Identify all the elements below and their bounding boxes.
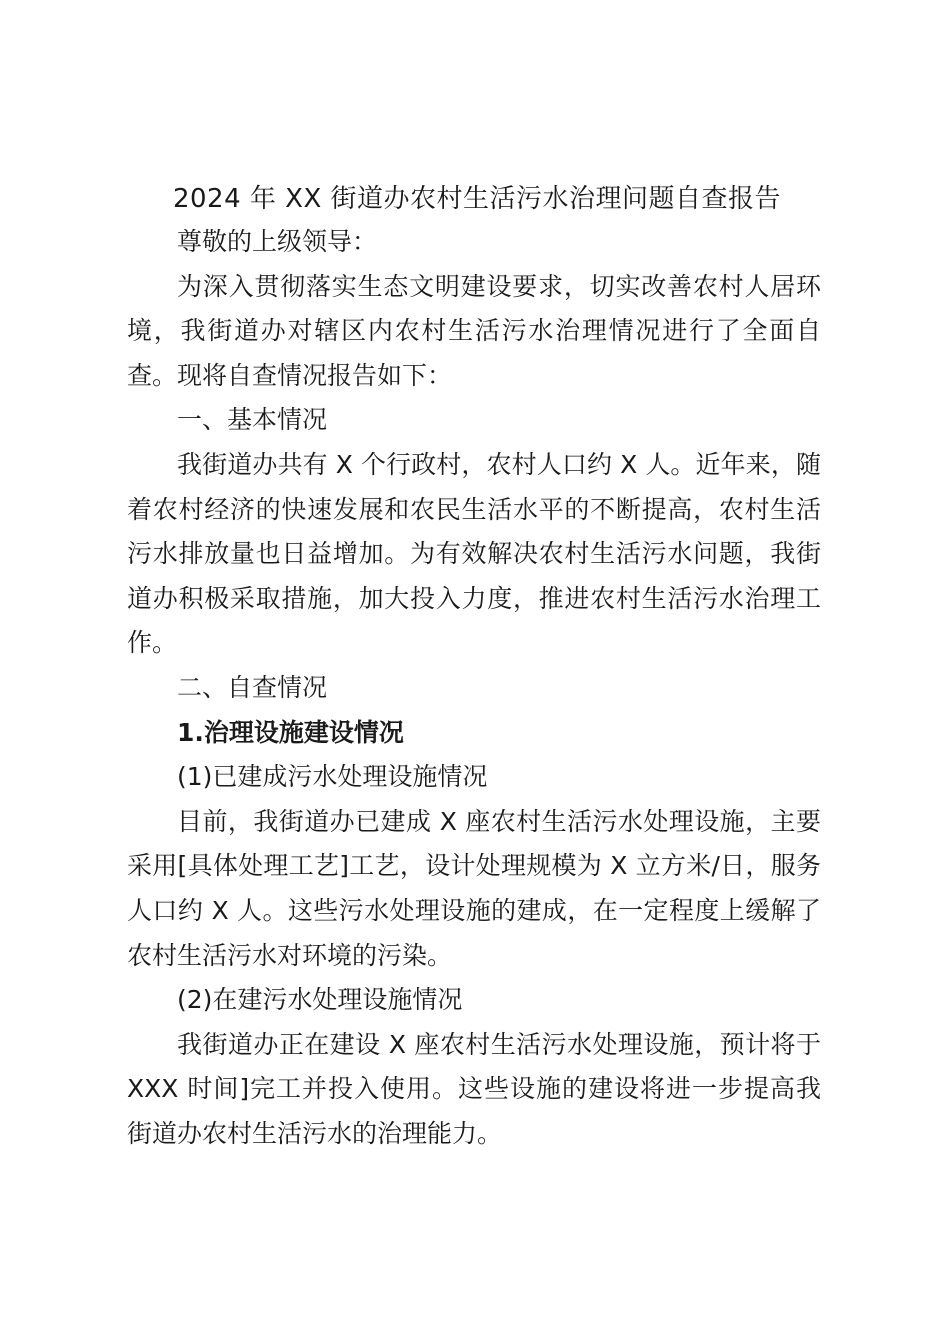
document-title: 2024 年 XX 街道办农村生活污水治理问题自查报告	[172, 184, 782, 214]
intro-paragraph: 为深入贯彻落实生态文明建设要求，切实改善农村人居环境，我街道办对辖区内农村生活污水治理情况进行了全面自查。现将自查情况报告如下：	[127, 271, 821, 390]
under-construction-paragraph: 我街道办正在建设 X 座农村生活污水处理设施，预计将于XXX 时间]完工并投入使用。这些设施的建设将进一步提高我街道办农村生活污水的治理能力。	[127, 1029, 821, 1148]
item-heading-built: (1)已建成污水处理设施情况	[177, 762, 488, 792]
basic-situation-paragraph: 我街道办共有 X 个行政村，农村人口约 X 人。近年来，随着农村经济的快速发展和农民生活水平的不断提高，农村生活污水排放量也日益增加。为有效解决农村生活污水问题，我街道办积极采取措施，加大投入力度，推进农村生活污水治理工作。	[127, 449, 821, 658]
section-heading-selfcheck: 二、自查情况	[177, 672, 328, 702]
subsection-heading-facilities: 1.治理设施建设情况	[177, 717, 404, 747]
built-facilities-paragraph: 目前，我街道办已建成 X 座农村生活污水处理设施，主要采用[具体处理工艺]工艺，设计处理规模为 X 立方米/日，服务人口约 X 人。这些污水处理设施的建成，在一定程度上缓解了农村生活污水对环境的污染。	[127, 806, 821, 970]
section-heading-basic: 一、基本情况	[177, 405, 328, 435]
document-page	[127, 178, 821, 1156]
salutation: 尊敬的上级领导：	[177, 227, 378, 256]
item-heading-under-construction: (2)在建污水处理设施情况	[177, 985, 463, 1015]
